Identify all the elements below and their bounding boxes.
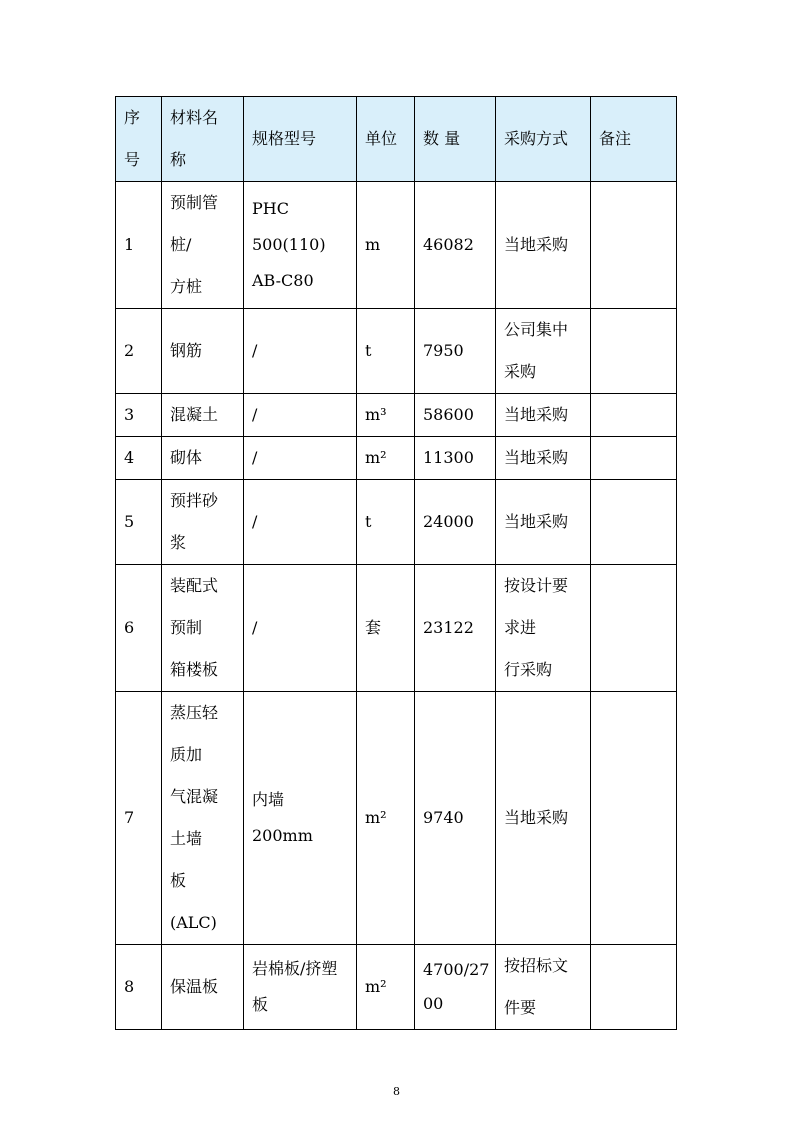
cell-spec-line: /: [252, 341, 258, 360]
table-row: [116, 309, 677, 394]
cell-material-name-line: 混凝土: [170, 405, 219, 424]
cell-purchase-method: [496, 565, 591, 692]
cell-unit: m²: [357, 692, 415, 945]
cell-spec: [244, 437, 357, 480]
cell-material-name-line: 气混凝: [170, 787, 219, 806]
cell-seq: 2: [116, 309, 162, 394]
cell-purchase-method-line: 当地采购: [504, 448, 569, 467]
cell-material-name-line: 钢筋: [170, 341, 203, 360]
cell-spec-line: /: [252, 618, 258, 637]
cell-material-name: [162, 565, 244, 692]
cell-note: [591, 309, 677, 394]
cell-material-name: [162, 394, 244, 437]
cell-spec-line: 内墙: [252, 790, 285, 809]
cell-seq: 6: [116, 565, 162, 692]
page-number: 8: [393, 1085, 400, 1098]
cell-purchase-method-line: 当地采购: [504, 405, 569, 424]
cell-material-name-line: 质加: [170, 745, 203, 764]
cell-material-name-line: 砌体: [170, 448, 203, 467]
table-header-row: [116, 97, 677, 182]
cell-spec: [244, 945, 357, 1030]
cell-purchase-method-line: 件要: [504, 998, 537, 1017]
cell-material-name: [162, 309, 244, 394]
cell-material-name-line: 方桩: [170, 277, 203, 296]
cell-material-name-line: 预拌砂: [170, 491, 219, 510]
cell-seq: 3: [116, 394, 162, 437]
cell-material-name-line: 浆: [170, 533, 187, 552]
cell-material-name-line: 箱楼板: [170, 660, 219, 679]
cell-quantity-line: 00: [423, 994, 444, 1013]
cell-material-name-line: (ALC): [170, 913, 217, 932]
cell-note: [591, 945, 677, 1030]
cell-purchase-method: [496, 692, 591, 945]
cell-spec: [244, 394, 357, 437]
cell-seq: 8: [116, 945, 162, 1030]
cell-purchase-method-line: 当地采购: [504, 512, 569, 531]
cell-purchase-method: [496, 480, 591, 565]
cell-note: [591, 394, 677, 437]
cell-purchase-method-line: 按设计要: [504, 576, 569, 595]
header-qty: 数 量: [415, 97, 496, 182]
cell-note: [591, 437, 677, 480]
table-row: [116, 945, 677, 1030]
cell-quantity: 9740: [415, 692, 496, 945]
cell-material-name-line: 预制: [170, 618, 203, 637]
cell-purchase-method-line: 公司集中: [504, 320, 569, 339]
header-name-line: 称: [170, 150, 187, 169]
cell-seq: 7: [116, 692, 162, 945]
materials-table: [115, 96, 677, 1030]
cell-quantity: [415, 945, 496, 1030]
cell-quantity: 58600: [415, 394, 496, 437]
cell-spec-line: 200mm: [252, 826, 313, 845]
cell-quantity: 7950: [415, 309, 496, 394]
cell-spec-line: PHC: [252, 199, 289, 218]
cell-unit: m: [357, 182, 415, 309]
cell-purchase-method: [496, 182, 591, 309]
cell-material-name-line: 装配式: [170, 576, 219, 595]
cell-quantity-line: 4700/27: [423, 960, 490, 979]
cell-purchase-method-line: 按招标文: [504, 956, 569, 975]
cell-material-name-line: 桩/: [170, 235, 192, 254]
cell-material-name: [162, 182, 244, 309]
cell-material-name-line: 土墙: [170, 829, 203, 848]
cell-unit: 套: [357, 565, 415, 692]
cell-material-name-line: 保温板: [170, 977, 219, 996]
cell-material-name-line: 蒸压轻: [170, 703, 219, 722]
cell-material-name-line: 板: [170, 871, 187, 890]
cell-note: [591, 692, 677, 945]
cell-spec-line: AB-C80: [252, 271, 314, 290]
cell-quantity: 46082: [415, 182, 496, 309]
cell-spec: [244, 480, 357, 565]
cell-note: [591, 182, 677, 309]
cell-material-name: [162, 437, 244, 480]
header-unit: 单位: [357, 97, 415, 182]
cell-purchase-method-line: 当地采购: [504, 808, 569, 827]
cell-spec-line: /: [252, 448, 258, 467]
header-seq: [116, 97, 162, 182]
cell-note: [591, 565, 677, 692]
cell-purchase-method-line: 求进: [504, 618, 537, 637]
header-spec: 规格型号: [244, 97, 357, 182]
cell-spec-line: 岩棉板/挤塑: [252, 959, 338, 978]
cell-quantity: 24000: [415, 480, 496, 565]
cell-seq: 5: [116, 480, 162, 565]
table-row: [116, 565, 677, 692]
table-row: [116, 182, 677, 309]
table-row: [116, 692, 677, 945]
cell-quantity: 11300: [415, 437, 496, 480]
cell-material-name: [162, 692, 244, 945]
cell-material-name: [162, 480, 244, 565]
cell-note: [591, 480, 677, 565]
header-note: 备注: [591, 97, 677, 182]
header-name: [162, 97, 244, 182]
cell-quantity: 23122: [415, 565, 496, 692]
cell-unit: m²: [357, 945, 415, 1030]
cell-purchase-method: [496, 394, 591, 437]
cell-material-name-line: 预制管: [170, 193, 219, 212]
header-seq-line: 号: [124, 150, 141, 169]
cell-spec-line: /: [252, 512, 258, 531]
cell-spec: [244, 565, 357, 692]
cell-spec-line: 板: [252, 995, 269, 1014]
cell-purchase-method-line: 行采购: [504, 660, 553, 679]
cell-spec: [244, 182, 357, 309]
cell-spec-line: 500(110): [252, 235, 326, 254]
cell-unit: m²: [357, 437, 415, 480]
cell-unit: t: [357, 480, 415, 565]
table-row: [116, 437, 677, 480]
cell-purchase-method: [496, 309, 591, 394]
table-row: [116, 394, 677, 437]
cell-seq: 1: [116, 182, 162, 309]
header-seq-line: 序: [124, 108, 141, 127]
cell-spec: [244, 692, 357, 945]
cell-unit: t: [357, 309, 415, 394]
cell-material-name: [162, 945, 244, 1030]
cell-seq: 4: [116, 437, 162, 480]
cell-purchase-method-line: 采购: [504, 362, 537, 381]
cell-purchase-method-line: 当地采购: [504, 235, 569, 254]
cell-spec: [244, 309, 357, 394]
table-row: [116, 480, 677, 565]
header-name-line: 材料名: [170, 108, 219, 127]
header-method: 采购方式: [496, 97, 591, 182]
cell-purchase-method: [496, 437, 591, 480]
cell-spec-line: /: [252, 405, 258, 424]
cell-purchase-method: [496, 945, 591, 1030]
cell-unit: m³: [357, 394, 415, 437]
